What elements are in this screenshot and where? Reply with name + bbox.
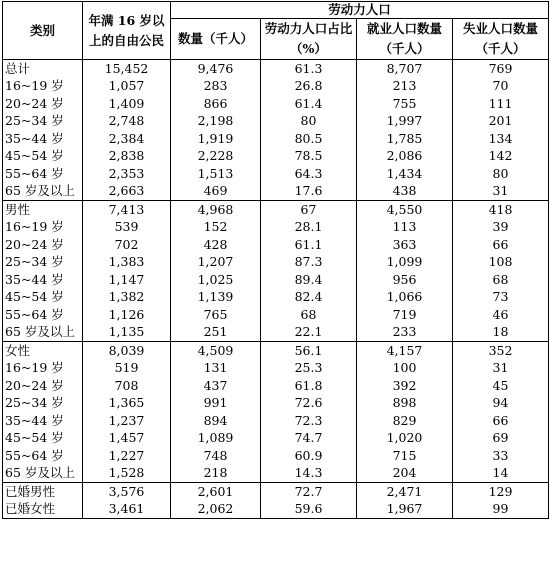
row-labor-count: 765 bbox=[171, 306, 261, 324]
row-participation-rate: 72.6 bbox=[261, 395, 357, 413]
row-category: 25~34 岁 bbox=[3, 254, 83, 272]
table-row bbox=[3, 306, 549, 324]
row-unemployed: 418 bbox=[453, 201, 549, 219]
row-unemployed: 31 bbox=[453, 360, 549, 378]
row-employed: 213 bbox=[357, 78, 453, 96]
row-civilian-population: 2,384 bbox=[83, 130, 171, 148]
table-row bbox=[3, 447, 549, 465]
row-labor-count: 9,476 bbox=[171, 60, 261, 78]
row-civilian-population: 1,382 bbox=[83, 289, 171, 307]
row-civilian-population: 708 bbox=[83, 377, 171, 395]
row-category: 25~34 岁 bbox=[3, 113, 83, 131]
row-category: 35~44 岁 bbox=[3, 271, 83, 289]
row-labor-count: 2,062 bbox=[171, 501, 261, 519]
row-category: 20~24 岁 bbox=[3, 236, 83, 254]
row-unemployed: 201 bbox=[453, 113, 549, 131]
row-unemployed: 142 bbox=[453, 148, 549, 166]
row-civilian-population: 1,365 bbox=[83, 395, 171, 413]
table-container bbox=[2, 1, 549, 519]
row-employed: 204 bbox=[357, 465, 453, 483]
row-labor-count: 1,139 bbox=[171, 289, 261, 307]
row-labor-count: 894 bbox=[171, 412, 261, 430]
row-unemployed: 69 bbox=[453, 430, 549, 448]
row-civilian-population: 2,353 bbox=[83, 165, 171, 183]
row-civilian-population: 1,457 bbox=[83, 430, 171, 448]
row-employed: 1,785 bbox=[357, 130, 453, 148]
row-employed: 1,099 bbox=[357, 254, 453, 272]
row-labor-count: 1,513 bbox=[171, 165, 261, 183]
row-unemployed: 45 bbox=[453, 377, 549, 395]
row-category: 65 岁及以上 bbox=[3, 183, 83, 201]
row-participation-rate: 89.4 bbox=[261, 271, 357, 289]
row-participation-rate: 26.8 bbox=[261, 78, 357, 96]
table-row bbox=[3, 271, 549, 289]
row-labor-count: 428 bbox=[171, 236, 261, 254]
table-row bbox=[3, 342, 549, 360]
row-civilian-population: 8,039 bbox=[83, 342, 171, 360]
header-count: 数量（千人） bbox=[171, 19, 261, 60]
row-employed: 233 bbox=[357, 324, 453, 342]
row-civilian-population: 1,409 bbox=[83, 95, 171, 113]
row-civilian-population: 15,452 bbox=[83, 60, 171, 78]
row-category: 20~24 岁 bbox=[3, 377, 83, 395]
row-participation-rate: 80 bbox=[261, 113, 357, 131]
row-category: 16~19 岁 bbox=[3, 360, 83, 378]
row-employed: 4,157 bbox=[357, 342, 453, 360]
table-row bbox=[3, 324, 549, 342]
table-row bbox=[3, 95, 549, 113]
header-labor-force: 劳动力人口 bbox=[171, 2, 549, 19]
table-row bbox=[3, 201, 549, 219]
row-unemployed: 352 bbox=[453, 342, 549, 360]
row-category: 45~54 岁 bbox=[3, 148, 83, 166]
row-civilian-population: 2,838 bbox=[83, 148, 171, 166]
row-labor-count: 2,228 bbox=[171, 148, 261, 166]
row-category: 总计 bbox=[3, 60, 83, 78]
row-employed: 719 bbox=[357, 306, 453, 324]
row-employed: 956 bbox=[357, 271, 453, 289]
row-employed: 113 bbox=[357, 219, 453, 237]
row-unemployed: 70 bbox=[453, 78, 549, 96]
header-participation: 劳动力人口占比（%） bbox=[261, 19, 357, 60]
table-row bbox=[3, 501, 549, 519]
row-civilian-population: 3,461 bbox=[83, 501, 171, 519]
row-employed: 8,707 bbox=[357, 60, 453, 78]
row-category: 65 岁及以上 bbox=[3, 465, 83, 483]
row-participation-rate: 61.3 bbox=[261, 60, 357, 78]
row-unemployed: 94 bbox=[453, 395, 549, 413]
row-unemployed: 33 bbox=[453, 447, 549, 465]
table-row bbox=[3, 219, 549, 237]
row-participation-rate: 59.6 bbox=[261, 501, 357, 519]
row-unemployed: 111 bbox=[453, 95, 549, 113]
table-row bbox=[3, 236, 549, 254]
row-unemployed: 66 bbox=[453, 236, 549, 254]
table-row bbox=[3, 360, 549, 378]
row-labor-count: 2,601 bbox=[171, 483, 261, 501]
row-labor-count: 469 bbox=[171, 183, 261, 201]
row-employed: 829 bbox=[357, 412, 453, 430]
header-unemployed: 失业人口数量（千人） bbox=[453, 19, 549, 60]
row-participation-rate: 72.7 bbox=[261, 483, 357, 501]
row-civilian-population: 1,227 bbox=[83, 447, 171, 465]
row-civilian-population: 1,126 bbox=[83, 306, 171, 324]
row-participation-rate: 14.3 bbox=[261, 465, 357, 483]
row-category: 已婚女性 bbox=[3, 501, 83, 519]
row-participation-rate: 80.5 bbox=[261, 130, 357, 148]
row-civilian-population: 7,413 bbox=[83, 201, 171, 219]
table-row bbox=[3, 148, 549, 166]
row-category: 65 岁及以上 bbox=[3, 324, 83, 342]
row-unemployed: 129 bbox=[453, 483, 549, 501]
row-participation-rate: 60.9 bbox=[261, 447, 357, 465]
row-category: 20~24 岁 bbox=[3, 95, 83, 113]
row-civilian-population: 2,748 bbox=[83, 113, 171, 131]
row-category: 已婚男性 bbox=[3, 483, 83, 501]
row-category: 55~64 岁 bbox=[3, 306, 83, 324]
table-row bbox=[3, 430, 549, 448]
row-labor-count: 866 bbox=[171, 95, 261, 113]
row-civilian-population: 1,147 bbox=[83, 271, 171, 289]
table-row bbox=[3, 183, 549, 201]
row-labor-count: 1,919 bbox=[171, 130, 261, 148]
row-participation-rate: 61.8 bbox=[261, 377, 357, 395]
row-civilian-population: 1,237 bbox=[83, 412, 171, 430]
row-participation-rate: 64.3 bbox=[261, 165, 357, 183]
row-unemployed: 18 bbox=[453, 324, 549, 342]
row-labor-count: 1,207 bbox=[171, 254, 261, 272]
row-unemployed: 769 bbox=[453, 60, 549, 78]
row-employed: 363 bbox=[357, 236, 453, 254]
row-unemployed: 14 bbox=[453, 465, 549, 483]
row-participation-rate: 87.3 bbox=[261, 254, 357, 272]
row-employed: 1,020 bbox=[357, 430, 453, 448]
table-body bbox=[3, 60, 549, 519]
row-labor-count: 4,968 bbox=[171, 201, 261, 219]
row-participation-rate: 56.1 bbox=[261, 342, 357, 360]
row-category: 16~19 岁 bbox=[3, 78, 83, 96]
row-civilian-population: 702 bbox=[83, 236, 171, 254]
row-participation-rate: 74.7 bbox=[261, 430, 357, 448]
table-row bbox=[3, 289, 549, 307]
row-civilian-population: 2,663 bbox=[83, 183, 171, 201]
row-category: 女性 bbox=[3, 342, 83, 360]
row-labor-count: 4,509 bbox=[171, 342, 261, 360]
row-labor-count: 131 bbox=[171, 360, 261, 378]
row-participation-rate: 67 bbox=[261, 201, 357, 219]
row-civilian-population: 1,135 bbox=[83, 324, 171, 342]
row-unemployed: 31 bbox=[453, 183, 549, 201]
row-employed: 438 bbox=[357, 183, 453, 201]
row-labor-count: 748 bbox=[171, 447, 261, 465]
row-category: 45~54 岁 bbox=[3, 289, 83, 307]
header-civilian-population: 年满 16 岁以上的自由公民 bbox=[83, 2, 171, 60]
row-unemployed: 66 bbox=[453, 412, 549, 430]
row-employed: 100 bbox=[357, 360, 453, 378]
row-labor-count: 251 bbox=[171, 324, 261, 342]
row-labor-count: 283 bbox=[171, 78, 261, 96]
labor-force-table bbox=[2, 1, 549, 519]
row-participation-rate: 68 bbox=[261, 306, 357, 324]
row-labor-count: 437 bbox=[171, 377, 261, 395]
row-category: 45~54 岁 bbox=[3, 430, 83, 448]
row-unemployed: 39 bbox=[453, 219, 549, 237]
row-unemployed: 99 bbox=[453, 501, 549, 519]
table-row bbox=[3, 254, 549, 272]
row-civilian-population: 3,576 bbox=[83, 483, 171, 501]
row-participation-rate: 61.1 bbox=[261, 236, 357, 254]
row-civilian-population: 1,528 bbox=[83, 465, 171, 483]
row-labor-count: 1,089 bbox=[171, 430, 261, 448]
row-category: 55~64 岁 bbox=[3, 165, 83, 183]
row-employed: 1,066 bbox=[357, 289, 453, 307]
row-employed: 715 bbox=[357, 447, 453, 465]
row-participation-rate: 28.1 bbox=[261, 219, 357, 237]
table-row bbox=[3, 465, 549, 483]
table-row bbox=[3, 78, 549, 96]
row-participation-rate: 61.4 bbox=[261, 95, 357, 113]
row-labor-count: 991 bbox=[171, 395, 261, 413]
row-participation-rate: 22.1 bbox=[261, 324, 357, 342]
row-category: 男性 bbox=[3, 201, 83, 219]
row-category: 25~34 岁 bbox=[3, 395, 83, 413]
row-employed: 392 bbox=[357, 377, 453, 395]
header-employed: 就业人口数量（千人） bbox=[357, 19, 453, 60]
row-employed: 4,550 bbox=[357, 201, 453, 219]
table-row bbox=[3, 113, 549, 131]
row-labor-count: 152 bbox=[171, 219, 261, 237]
row-participation-rate: 82.4 bbox=[261, 289, 357, 307]
row-employed: 2,086 bbox=[357, 148, 453, 166]
row-participation-rate: 72.3 bbox=[261, 412, 357, 430]
row-unemployed: 108 bbox=[453, 254, 549, 272]
row-participation-rate: 25.3 bbox=[261, 360, 357, 378]
row-employed: 1,434 bbox=[357, 165, 453, 183]
row-employed: 1,997 bbox=[357, 113, 453, 131]
row-employed: 755 bbox=[357, 95, 453, 113]
table-row bbox=[3, 60, 549, 78]
table-row bbox=[3, 377, 549, 395]
table-row bbox=[3, 165, 549, 183]
row-unemployed: 134 bbox=[453, 130, 549, 148]
table-row bbox=[3, 130, 549, 148]
row-civilian-population: 1,057 bbox=[83, 78, 171, 96]
header-category: 类别 bbox=[3, 2, 83, 60]
row-employed: 1,967 bbox=[357, 501, 453, 519]
row-category: 16~19 岁 bbox=[3, 219, 83, 237]
row-unemployed: 73 bbox=[453, 289, 549, 307]
row-employed: 2,471 bbox=[357, 483, 453, 501]
row-labor-count: 2,198 bbox=[171, 113, 261, 131]
row-labor-count: 218 bbox=[171, 465, 261, 483]
row-civilian-population: 1,383 bbox=[83, 254, 171, 272]
table-row bbox=[3, 412, 549, 430]
row-unemployed: 68 bbox=[453, 271, 549, 289]
table-row bbox=[3, 395, 549, 413]
table-row bbox=[3, 483, 549, 501]
row-labor-count: 1,025 bbox=[171, 271, 261, 289]
row-category: 35~44 岁 bbox=[3, 412, 83, 430]
row-civilian-population: 539 bbox=[83, 219, 171, 237]
row-category: 55~64 岁 bbox=[3, 447, 83, 465]
row-civilian-population: 519 bbox=[83, 360, 171, 378]
row-unemployed: 46 bbox=[453, 306, 549, 324]
row-category: 35~44 岁 bbox=[3, 130, 83, 148]
table-header bbox=[3, 2, 549, 60]
row-employed: 898 bbox=[357, 395, 453, 413]
row-participation-rate: 17.6 bbox=[261, 183, 357, 201]
row-participation-rate: 78.5 bbox=[261, 148, 357, 166]
row-unemployed: 80 bbox=[453, 165, 549, 183]
